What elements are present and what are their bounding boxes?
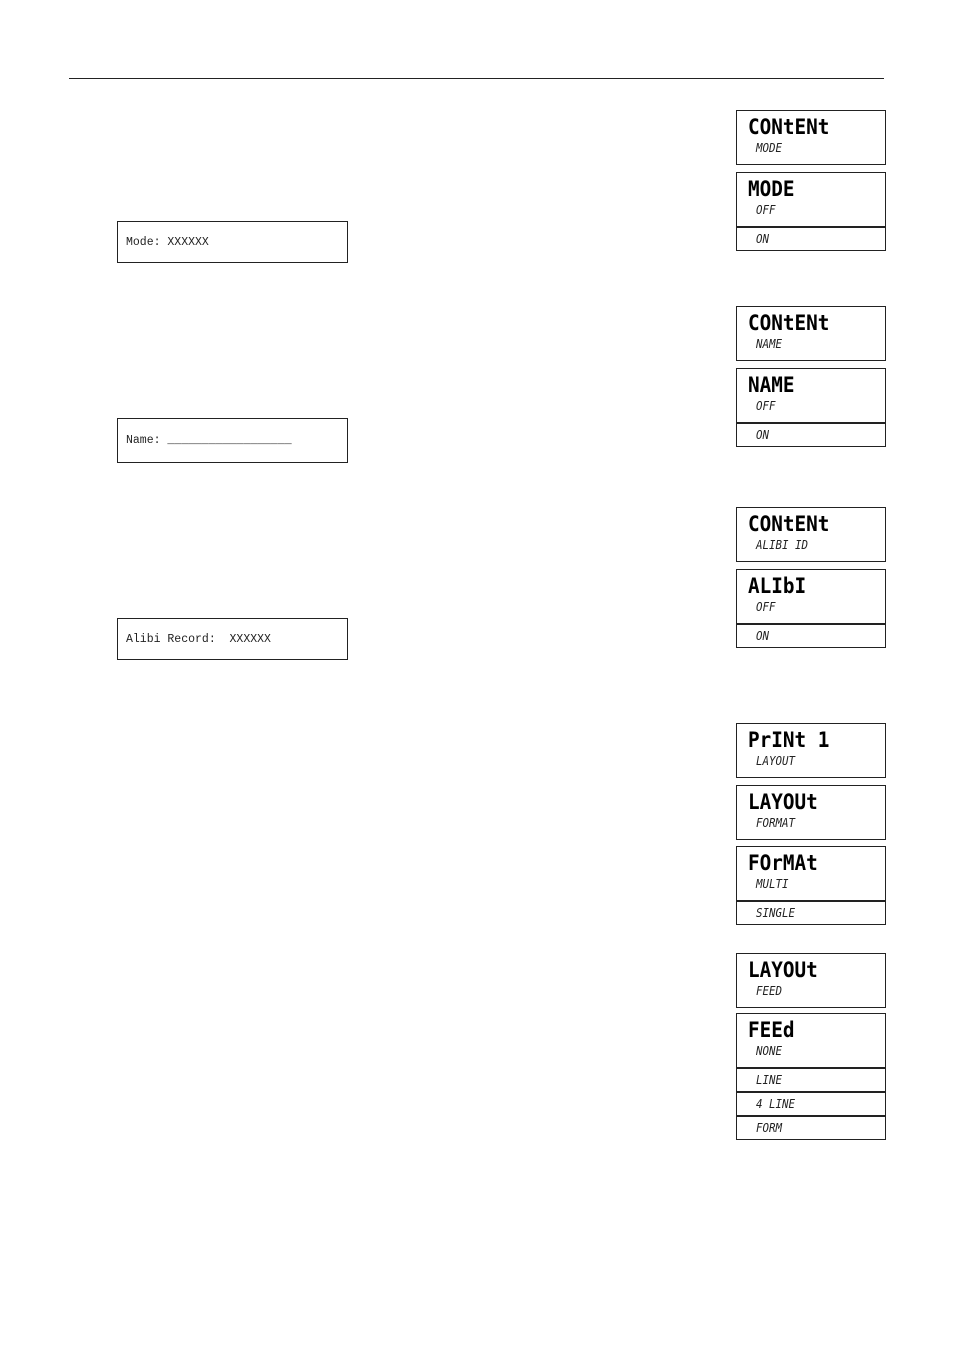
lcd-sub-text: LAYOUT [756, 754, 796, 768]
lcd-sub-text: NAME [756, 337, 783, 351]
header-rule [69, 78, 884, 79]
lcd-sub-text: FEED [756, 984, 783, 998]
lcd-mode [736, 172, 886, 227]
lcd-format [736, 846, 886, 901]
lcd-sub-text: MODE [756, 141, 783, 155]
lcd-name [736, 368, 886, 423]
lcd-alibi [736, 569, 886, 624]
lcd-main-text: CONtENt [748, 115, 830, 139]
lcd-option-feed-form [736, 1116, 886, 1140]
lcd-main-text: FOrMAt [748, 851, 818, 875]
printout-alibi-text: Alibi Record: XXXXXX [126, 632, 271, 646]
lcd-main-text: FEEd [748, 1018, 795, 1042]
lcd-layout-format [736, 785, 886, 840]
printout-mode-text: Mode: XXXXXX [126, 235, 209, 249]
printout-name-text: Name: __________________ [126, 434, 292, 447]
lcd-main-text: LAYOUt [748, 958, 818, 982]
lcd-sub-text: OFF [756, 399, 776, 413]
lcd-option-text: LINE [756, 1073, 783, 1087]
lcd-main-text: CONtENt [748, 512, 830, 536]
lcd-option-feed-4line [736, 1092, 886, 1116]
lcd-sub-text: ALIBI ID [756, 538, 809, 552]
lcd-feed [736, 1013, 886, 1068]
lcd-option-mode-on [736, 227, 886, 251]
lcd-content-mode [736, 110, 886, 165]
printout-alibi [117, 618, 348, 660]
lcd-sub-text: NONE [756, 1044, 783, 1058]
lcd-option-feed-line [736, 1068, 886, 1092]
lcd-option-text: 4 LINE [756, 1097, 796, 1111]
lcd-layout-feed [736, 953, 886, 1008]
lcd-option-text: ON [756, 629, 770, 643]
lcd-main-text: PrINt 1 [748, 728, 830, 752]
lcd-main-text: CONtENt [748, 311, 830, 335]
lcd-main-text: MODE [748, 177, 795, 201]
lcd-option-format-single [736, 901, 886, 925]
lcd-print1 [736, 723, 886, 778]
lcd-option-name-on [736, 423, 886, 447]
lcd-option-text: SINGLE [756, 906, 796, 920]
lcd-option-text: FORM [756, 1121, 783, 1135]
lcd-sub-text: MULTI [756, 877, 789, 891]
lcd-option-text: ON [756, 428, 770, 442]
lcd-content-alibi [736, 507, 886, 562]
lcd-content-name [736, 306, 886, 361]
printout-mode [117, 221, 348, 263]
printout-name [117, 418, 348, 463]
lcd-main-text: NAME [748, 373, 795, 397]
lcd-option-alibi-on [736, 624, 886, 648]
lcd-sub-text: FORMAT [756, 816, 796, 830]
lcd-sub-text: OFF [756, 203, 776, 217]
lcd-main-text: ALIbI [748, 574, 807, 598]
lcd-option-text: ON [756, 232, 770, 246]
lcd-main-text: LAYOUt [748, 790, 818, 814]
lcd-sub-text: OFF [756, 600, 776, 614]
